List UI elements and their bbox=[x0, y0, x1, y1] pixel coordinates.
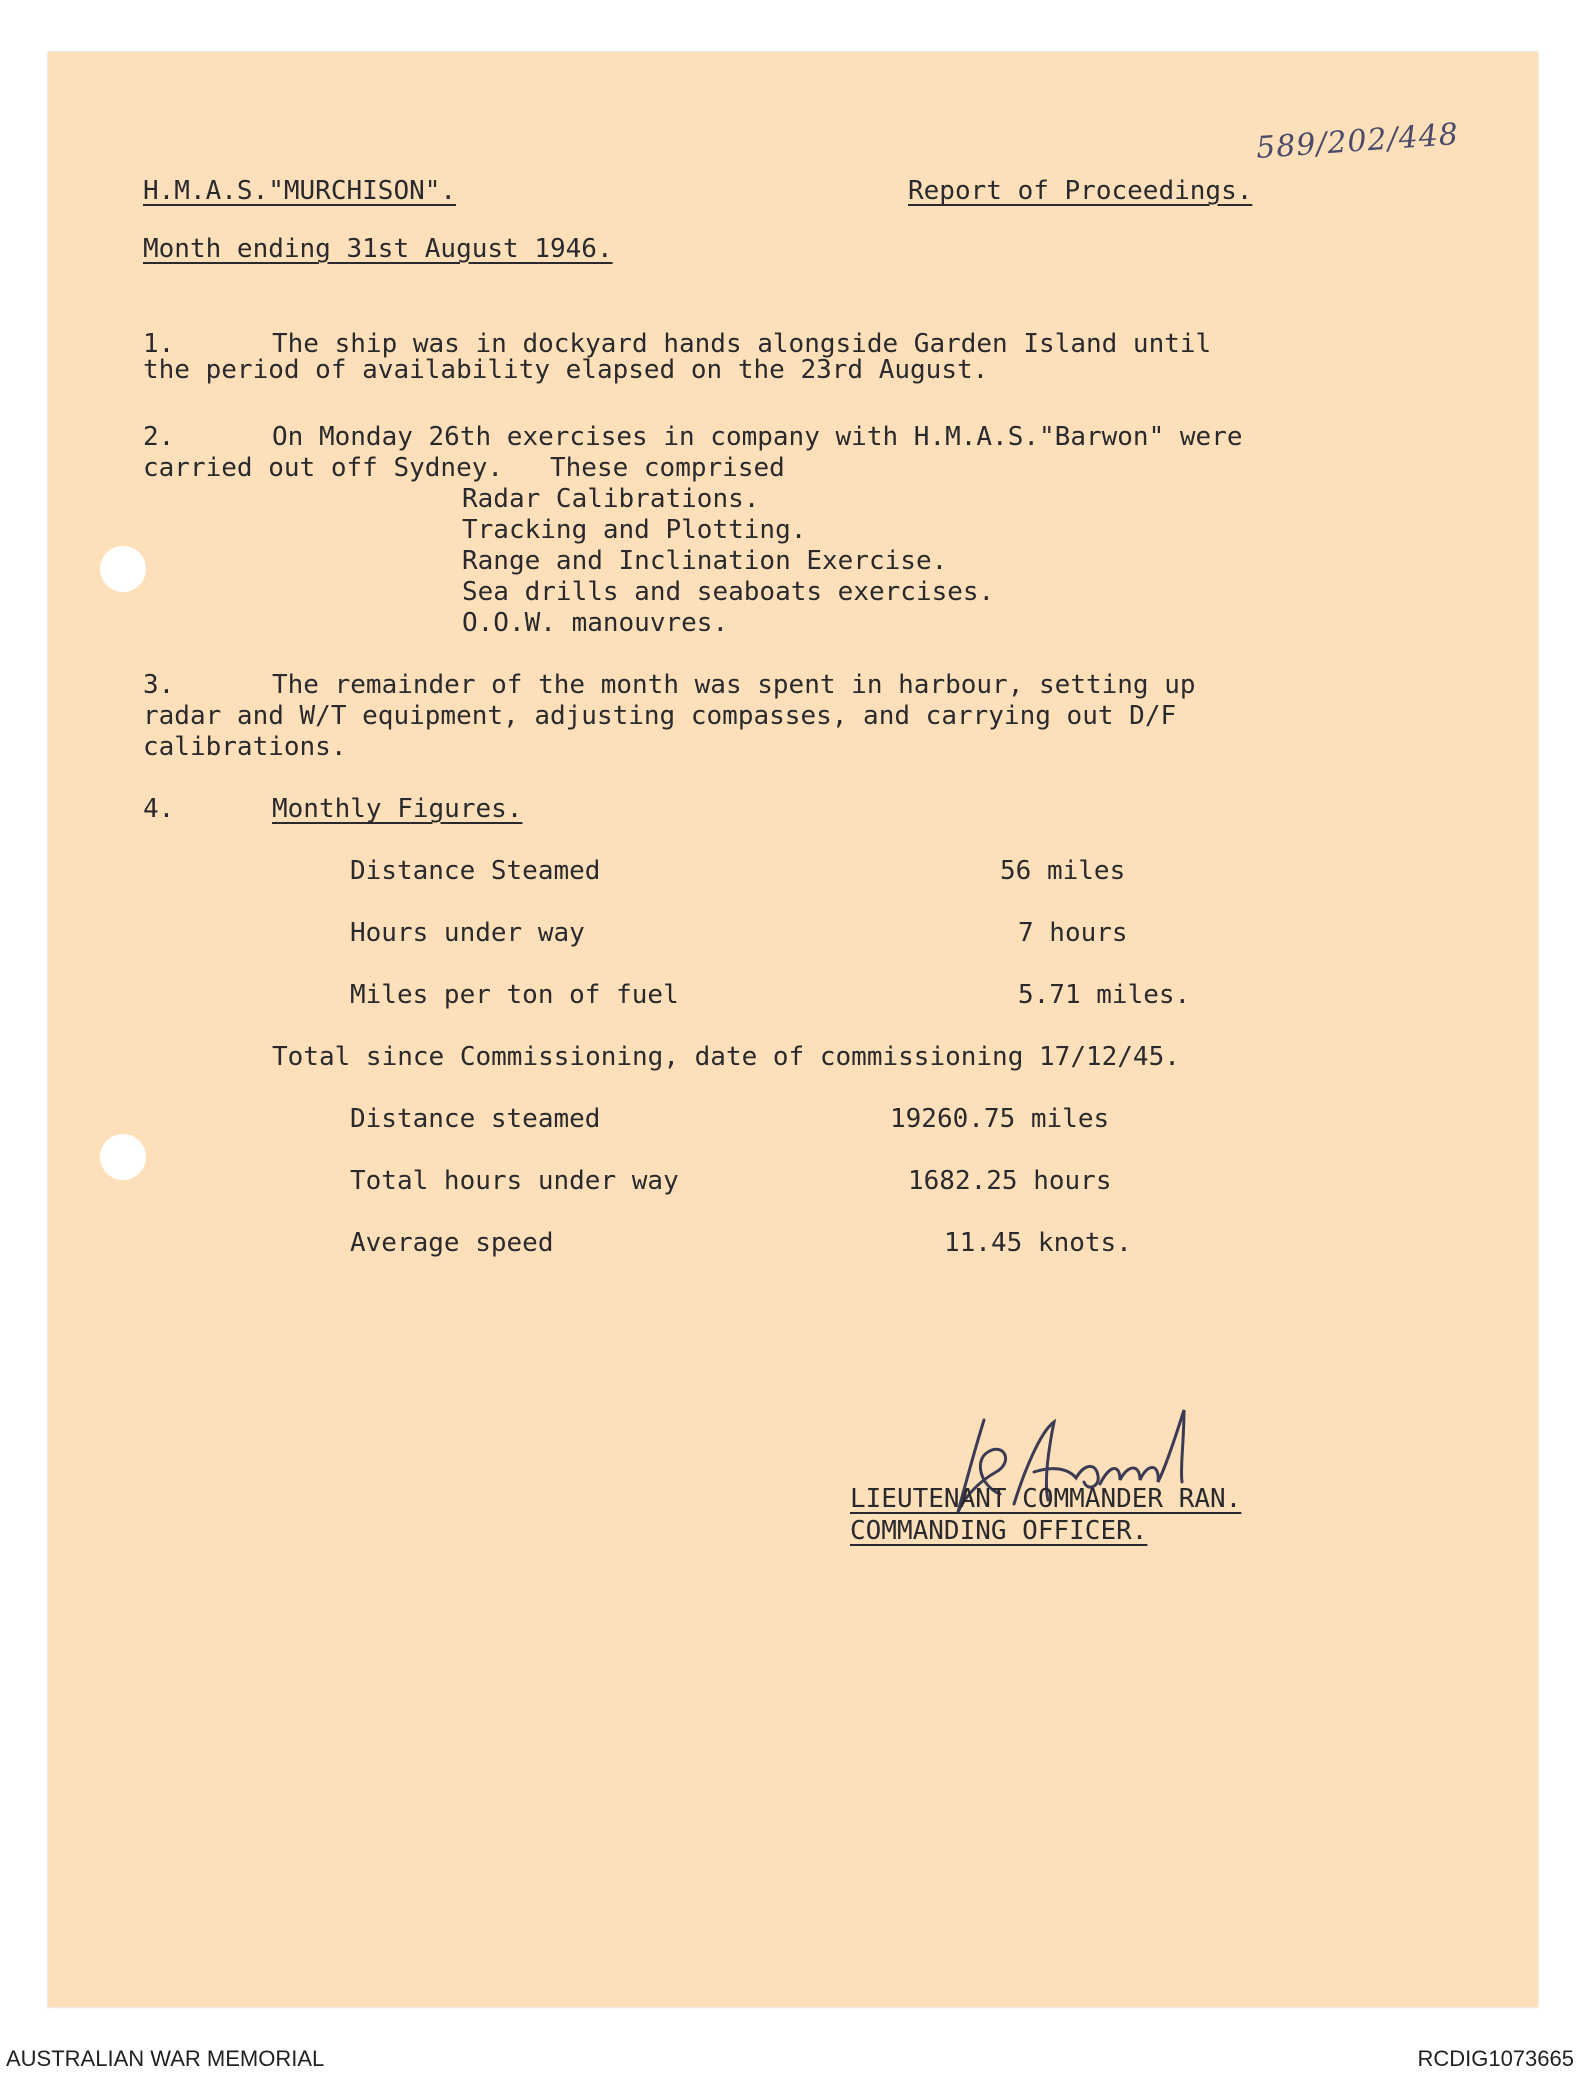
ship-name: H.M.A.S."MURCHISON". bbox=[143, 176, 457, 206]
figure-value: 5.71 miles. bbox=[1018, 980, 1191, 1010]
footer-institution: AUSTRALIAN WAR MEMORIAL bbox=[6, 2046, 325, 2071]
total-since-line: Total since Commissioning, date of commissioning 17/12/45. bbox=[272, 1042, 1180, 1072]
exercise-item: Range and Inclination Exercise. bbox=[462, 546, 948, 576]
para3-line2: radar and W/T equipment, adjusting compasses, and carrying out D/F bbox=[143, 701, 1177, 731]
para1-line1: The ship was in dockyard hands alongside Garden Island until bbox=[272, 329, 1212, 359]
month-line: Month ending 31st August 1946. bbox=[143, 234, 613, 264]
para3-line1: The remainder of the month was spent in harbour, setting up bbox=[272, 670, 1196, 700]
para2-line1: On Monday 26th exercises in company with H.M.A.S."Barwon" were bbox=[272, 422, 1243, 452]
para1-line2: the period of availability elapsed on the 23rd August. bbox=[143, 355, 989, 385]
file-reference: 589/202/448 bbox=[1255, 116, 1460, 167]
monthly-figures-heading: Monthly Figures. bbox=[272, 794, 523, 824]
footer-identifier: RCDIG1073665 bbox=[1417, 2046, 1574, 2071]
para3-line3: calibrations. bbox=[143, 732, 347, 762]
signature-rank: LIEUTENANT COMMANDER RAN. bbox=[850, 1484, 1242, 1514]
exercise-item: O.O.W. manouvres. bbox=[462, 608, 729, 638]
total-value: 11.45 knots. bbox=[944, 1228, 1132, 1258]
total-label: Total hours under way bbox=[350, 1166, 679, 1196]
para2-line2: carried out off Sydney. These comprised bbox=[143, 453, 785, 483]
exercise-item: Radar Calibrations. bbox=[462, 484, 760, 514]
figure-label: Hours under way bbox=[350, 918, 585, 948]
report-title: Report of Proceedings. bbox=[908, 176, 1253, 206]
figure-label: Distance Steamed bbox=[350, 856, 601, 886]
para3-number: 3. bbox=[143, 670, 175, 700]
para4-number: 4. bbox=[143, 794, 175, 824]
figure-value: 56 miles bbox=[1000, 856, 1126, 886]
total-label: Distance steamed bbox=[350, 1104, 601, 1134]
figure-label: Miles per ton of fuel bbox=[350, 980, 679, 1010]
total-value: 1682.25 hours bbox=[908, 1166, 1112, 1196]
para1-number: 1. bbox=[143, 329, 175, 359]
figure-value: 7 hours bbox=[1018, 918, 1128, 948]
total-value: 19260.75 miles bbox=[890, 1104, 1110, 1134]
exercise-item: Sea drills and seaboats exercises. bbox=[462, 577, 995, 607]
document-page bbox=[48, 52, 1538, 2007]
total-label: Average speed bbox=[350, 1228, 554, 1258]
punch-hole bbox=[100, 546, 146, 592]
exercise-item: Tracking and Plotting. bbox=[462, 515, 807, 545]
para2-number: 2. bbox=[143, 422, 175, 452]
punch-hole bbox=[100, 1134, 146, 1180]
signature-role: COMMANDING OFFICER. bbox=[850, 1516, 1148, 1546]
